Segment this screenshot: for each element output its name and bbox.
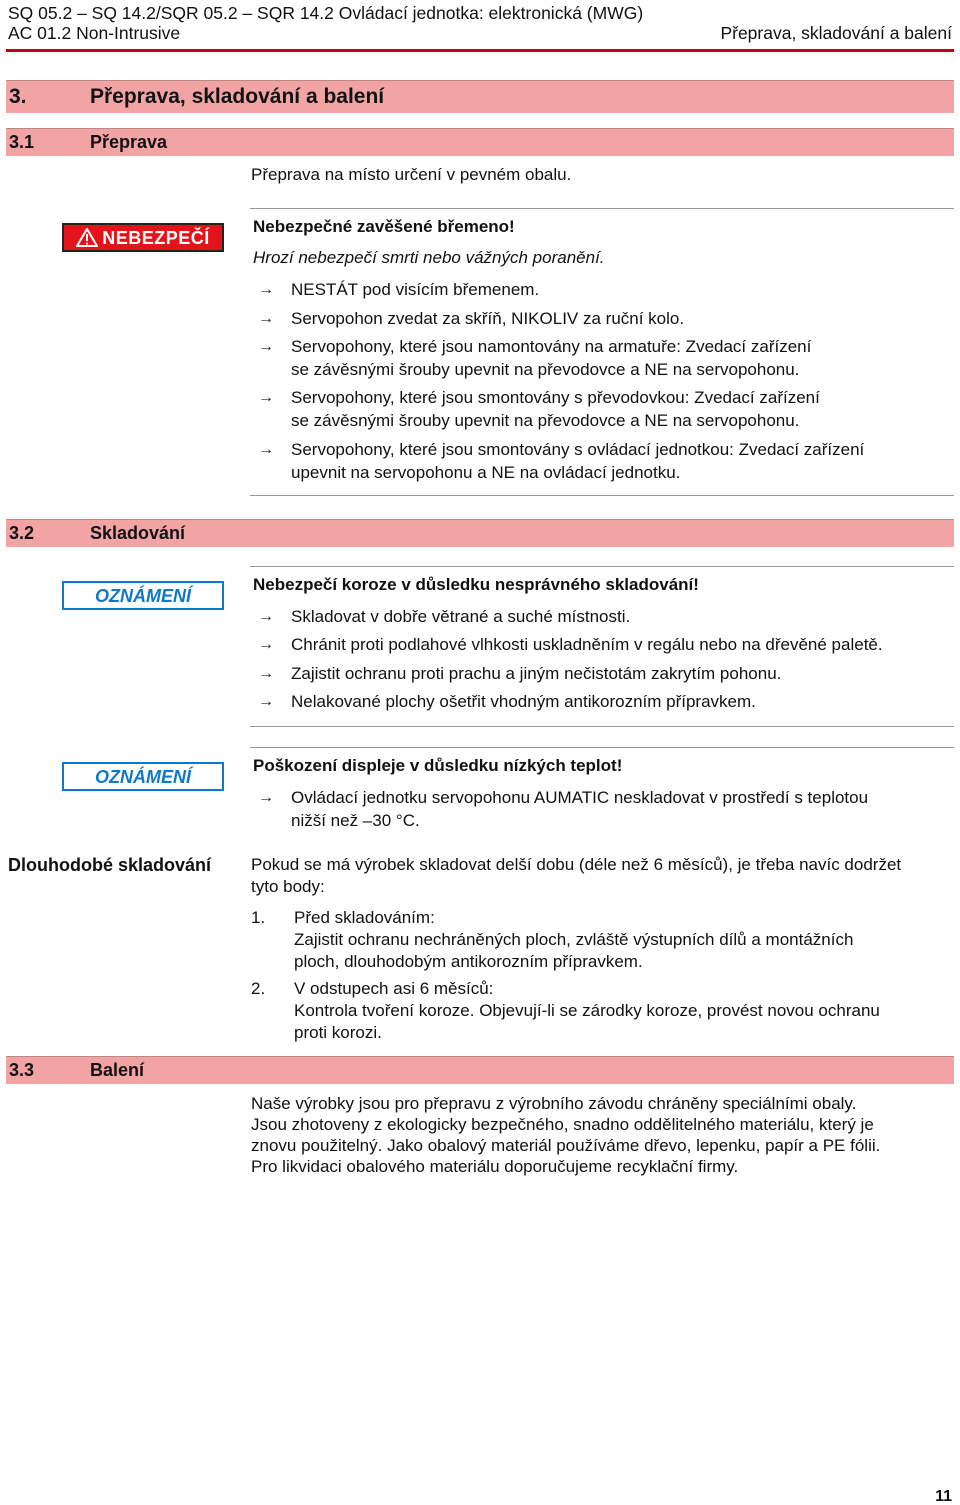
notice-title: Nebezpečí koroze v důsledku nesprávného skladování! xyxy=(253,575,699,594)
notice-badge: OZNÁMENÍ xyxy=(62,581,224,610)
arrow-icon: → xyxy=(258,310,274,327)
long-term-storage-label: Dlouhodobé skladování xyxy=(8,855,212,875)
subsection-heading-packaging: 3.3 Balení xyxy=(6,1056,954,1084)
page-number: 11 xyxy=(935,1488,952,1505)
list-item: Před skladováním: xyxy=(294,908,435,927)
arrow-icon: → xyxy=(258,441,274,458)
danger-subtitle: Hrozí nebezpečí smrti nebo vážných poranění. xyxy=(253,248,605,267)
danger-badge: NEBEZPEČÍ xyxy=(62,223,224,252)
divider xyxy=(250,495,954,496)
subsection-heading-storage: 3.2 Skladování xyxy=(6,519,954,547)
divider xyxy=(250,747,954,748)
arrow-icon: → xyxy=(258,281,274,298)
divider xyxy=(250,208,954,209)
long-term-intro-cont: tyto body: xyxy=(251,877,325,896)
list-item-cont: proti korozi. xyxy=(294,1023,382,1042)
list-item-cont: Zajistit ochranu nechráněných ploch, zvláště výstupních dílů a montážních xyxy=(294,930,854,949)
header-chapter: Přeprava, skladování a balení xyxy=(720,23,952,43)
arrow-icon: → xyxy=(258,693,274,710)
arrow-icon: → xyxy=(258,389,274,406)
packaging-text: znovu použitelný. Jako obalový materiál používáme dřevo, lepenku, papír a PE fólii. xyxy=(251,1136,881,1155)
header-title: SQ 05.2 – SQ 14.2/SQR 05.2 – SQR 14.2 Ovládací jednotka: elektronická (MWG) xyxy=(8,3,644,23)
subsection-heading-transport: 3.1 Přeprava xyxy=(6,128,954,156)
list-item: V odstupech asi 6 měsíců: xyxy=(294,979,494,998)
arrow-icon: → xyxy=(258,338,274,355)
packaging-text: Pro likvidaci obalového materiálu doporučujeme recyklační firmy. xyxy=(251,1157,739,1176)
packaging-text: Naše výrobky jsou pro přepravu z výrobního závodu chráněny speciálními obaly. xyxy=(251,1094,857,1113)
divider xyxy=(250,566,954,567)
packaging-text: Jsou zhotoveny z ekologicky bezpečného, snadno oddělitelného materiálu, který je xyxy=(251,1115,874,1134)
list-item-cont: Kontrola tvoření koroze. Objevují-li se zárodky koroze, provést novou ochranu xyxy=(294,1001,880,1020)
arrow-icon: → xyxy=(258,789,274,806)
header-subtitle: AC 01.2 Non-Intrusive xyxy=(8,23,181,43)
danger-title: Nebezpečné zavěšené břemeno! xyxy=(253,217,515,236)
notice-title: Poškození displeje v důsledku nízkých teplot! xyxy=(253,756,623,775)
header-rule xyxy=(6,49,954,52)
arrow-icon: → xyxy=(258,665,274,682)
divider xyxy=(250,726,954,727)
list-item-cont: ploch, dlouhodobým antikorozním přípravkem. xyxy=(294,952,643,971)
long-term-intro: Pokud se má výrobek skladovat delší dobu (déle než 6 měsíců), je třeba navíc dodržet xyxy=(251,855,902,874)
arrow-icon: → xyxy=(258,636,274,653)
warning-triangle-icon xyxy=(76,228,98,247)
transport-intro: Přeprava na místo určení v pevném obalu. xyxy=(251,165,572,184)
notice-badge: OZNÁMENÍ xyxy=(62,762,224,791)
section-heading: 3. Přeprava, skladování a balení xyxy=(6,80,954,113)
arrow-icon: → xyxy=(258,608,274,625)
